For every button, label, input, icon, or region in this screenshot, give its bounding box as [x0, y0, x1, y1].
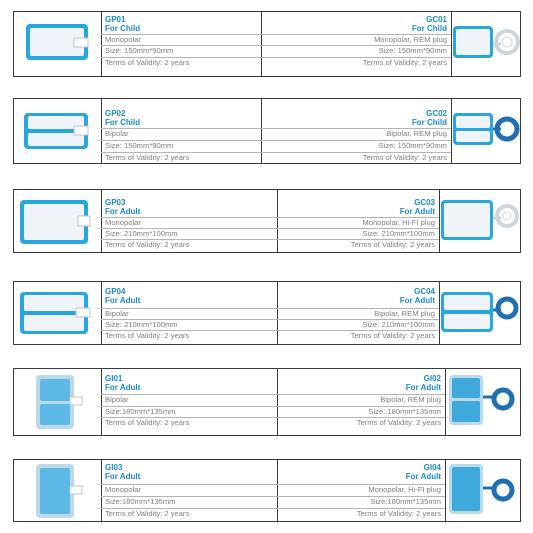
product-type: Bipolar: [101, 308, 277, 318]
product-type: Bipolar, REM plug: [261, 128, 451, 138]
product-code: GI01: [105, 374, 123, 383]
product-type: Monopolar: [101, 484, 277, 494]
product-size: Size: 210mm*100mm: [277, 228, 439, 238]
product-code: GP02: [105, 109, 126, 118]
product-validity: Terms of Validity: 2 years: [101, 417, 277, 427]
product-spec-right: [261, 12, 452, 76]
grounding-pad-icon: [14, 369, 101, 435]
product-validity: Terms of Validity: 2 years: [101, 330, 277, 340]
product-type: Monopolar: [101, 217, 277, 227]
product-image-cell: [14, 12, 102, 76]
product-image-cell: [14, 369, 102, 435]
product-code: GC01: [426, 15, 447, 24]
product-validity: Terms of Validity: 2 years: [277, 417, 445, 427]
product-image-cell: [445, 460, 520, 521]
product-size: Size: 210mm*100mm: [101, 319, 277, 329]
grounding-pad-cable-icon: [445, 460, 520, 521]
grounding-pad-icon: [14, 282, 101, 344]
grounding-pad-cable-icon: [439, 282, 520, 344]
product-validity: Terms of Validity: 2 years: [101, 57, 261, 67]
grounding-pad-icon: [14, 190, 101, 252]
product-size: Size: 150mm*90mm: [261, 140, 451, 150]
product-validity: Terms of Validity: 2 years: [101, 508, 277, 518]
product-size: Size: 150mm*90mm: [101, 45, 261, 55]
product-spec-left: [101, 282, 278, 344]
product-size: Size:180mm*135mm: [101, 496, 277, 506]
product-target: For Child: [411, 118, 447, 127]
product-row-3: [13, 189, 521, 253]
product-target: For Adult: [405, 383, 441, 392]
grounding-pad-cable-icon: [451, 99, 520, 163]
product-size: Size:180mm*135mm: [101, 406, 277, 416]
product-target: For Adult: [105, 207, 141, 216]
product-code: GI04: [423, 463, 441, 472]
product-type: Bipolar, REM plug: [277, 394, 445, 404]
product-code: GI03: [105, 463, 123, 472]
grounding-pad-icon: [14, 99, 101, 163]
product-image-cell: [451, 12, 520, 76]
product-spec-right: [261, 99, 452, 163]
product-validity: Terms of Validity: 2 years: [277, 239, 439, 249]
product-type: Bipolar: [101, 128, 261, 138]
product-type: Monopolar, Hi-FI plug: [277, 217, 439, 227]
product-size: Size:180mm*135mm: [277, 496, 445, 506]
product-type: Monopolar, Hi-FI plug: [277, 484, 445, 494]
product-type: Bipolar, REM plug: [277, 308, 439, 318]
grounding-pad-cable-icon: [451, 12, 520, 76]
grounding-pad-icon: [14, 460, 101, 521]
product-row-2: [13, 98, 521, 164]
product-image-cell: [445, 369, 520, 435]
product-image-cell: [14, 460, 102, 521]
grounding-pad-icon: [14, 12, 101, 76]
product-code: GC04: [414, 287, 435, 296]
product-code: GP04: [105, 287, 126, 296]
product-image-cell: [14, 282, 102, 344]
product-image-cell: [439, 190, 520, 252]
product-spec-left: [101, 12, 262, 76]
product-type: Bipolar: [101, 394, 277, 404]
product-code: GC02: [426, 109, 447, 118]
product-target: For Adult: [399, 207, 435, 216]
product-image-cell: [14, 190, 102, 252]
product-spec-right: [277, 190, 440, 252]
product-image-cell: [439, 282, 520, 344]
product-target: For Adult: [105, 472, 141, 481]
product-size: Size: 180mm*135mm: [277, 406, 445, 416]
product-target: For Adult: [105, 383, 141, 392]
product-size: Size: 150mm*90mm: [261, 45, 451, 55]
grounding-pad-cable-icon: [439, 190, 520, 252]
product-code: GI02: [423, 374, 441, 383]
product-target: For Child: [411, 24, 447, 33]
product-type: Monopolar: [101, 34, 261, 44]
product-spec-left: [101, 99, 262, 163]
product-target: For Adult: [399, 296, 435, 305]
product-type: Monopolar, REM plug: [261, 34, 451, 44]
product-validity: Terms of Validity: 2 years: [277, 508, 445, 518]
product-target: For Child: [105, 118, 141, 127]
product-target: For Adult: [405, 472, 441, 481]
product-spec-left: [101, 190, 278, 252]
product-image-cell: [451, 99, 520, 163]
product-spec-right: [277, 460, 446, 521]
product-validity: Terms of Validity: 2 years: [101, 152, 261, 162]
product-validity: Terms of Validity: 2 years: [261, 152, 451, 162]
product-target: For Adult: [105, 296, 141, 305]
product-spec-left: [101, 369, 278, 435]
product-image-cell: [14, 99, 102, 163]
product-spec-right: [277, 282, 440, 344]
product-target: For Child: [105, 24, 141, 33]
product-size: Size: 210mm*100mm: [277, 319, 439, 329]
product-validity: Terms of Validity: 2 years: [261, 57, 451, 67]
grounding-pad-cable-icon: [445, 369, 520, 435]
product-spec-left: [101, 460, 278, 521]
product-code: GP03: [105, 198, 126, 207]
product-validity: Terms of Validity: 2 years: [101, 239, 277, 249]
product-code: GC03: [414, 198, 435, 207]
product-row-1: [13, 11, 521, 77]
product-size: Size: 210mm*100mm: [101, 228, 277, 238]
product-code: GP01: [105, 15, 126, 24]
product-row-6: [13, 459, 521, 522]
product-size: Size: 150mm*90mm: [101, 140, 261, 150]
product-row-4: [13, 281, 521, 345]
product-spec-right: [277, 369, 446, 435]
product-row-5: [13, 368, 521, 436]
product-validity: Terms of Validity: 2 years: [277, 330, 439, 340]
